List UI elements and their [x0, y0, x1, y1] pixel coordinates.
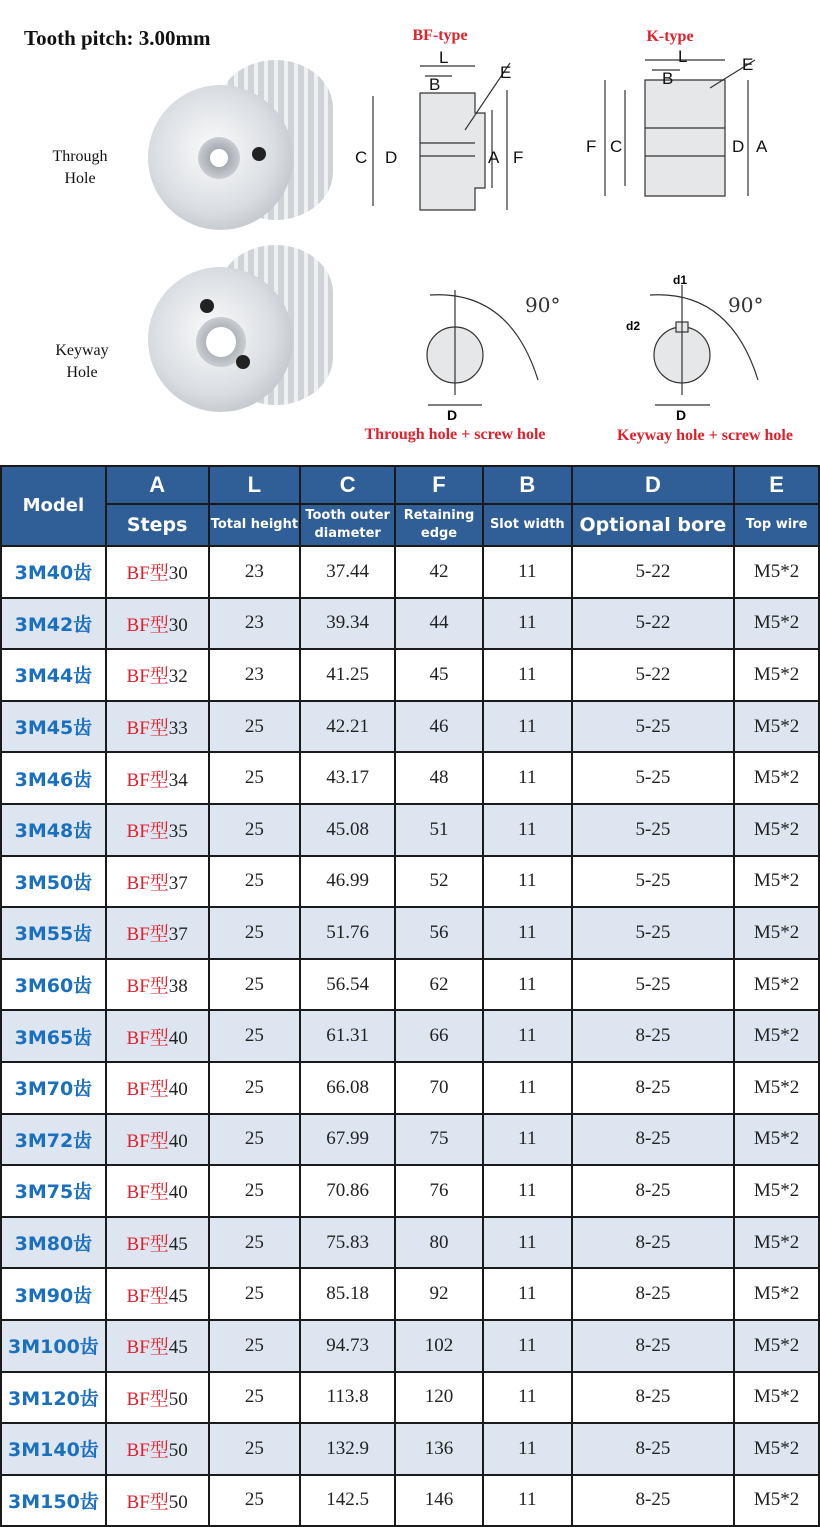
table-row	[1, 804, 819, 856]
model-cell: 3M44齿	[1, 649, 106, 701]
slot-width-cell: 11	[483, 701, 572, 753]
table-row	[1, 1475, 819, 1527]
top-wire-cell: M5*2	[734, 1320, 819, 1372]
steps-cell	[106, 1114, 209, 1166]
slot-width-cell: 11	[483, 1372, 572, 1424]
optional-bore-cell: 8-25	[572, 1114, 735, 1166]
slot-width-cell: 11	[483, 1010, 572, 1062]
retaining-edge-cell: 52	[395, 856, 483, 908]
table-row	[1, 1217, 819, 1269]
steps-cell	[106, 546, 209, 598]
tooth-outer-diameter-cell: 66.08	[300, 1062, 395, 1114]
steps-value: 38	[168, 976, 188, 998]
slot-width-cell: 11	[483, 1114, 572, 1166]
total-height-cell: 25	[209, 1423, 301, 1475]
through-hole-caption: Through hole + screw hole	[364, 426, 546, 443]
steps-cell	[106, 1320, 209, 1372]
steps-cell	[106, 907, 209, 959]
slot-width-cell: 11	[483, 959, 572, 1011]
model-cell: 3M120齿	[1, 1372, 106, 1424]
slot-width-cell: 11	[483, 1423, 572, 1475]
steps-value: 34	[168, 769, 188, 791]
dim-d1: d1	[673, 273, 688, 287]
total-height-cell: 25	[209, 1320, 301, 1372]
table-row	[1, 1423, 819, 1475]
optional-bore-cell: 5-25	[572, 907, 735, 959]
tooth-outer-diameter-cell: 37.44	[300, 546, 395, 598]
dim-E: E	[742, 55, 754, 74]
table-row	[1, 1062, 819, 1114]
header-letter-A: A	[106, 466, 209, 504]
steps-cell	[106, 598, 209, 650]
tooth-outer-diameter-cell: 56.54	[300, 959, 395, 1011]
bf-type-title: BF-type	[412, 27, 468, 44]
type-prefix: BF型	[126, 1182, 169, 1204]
steps-cell	[106, 1062, 209, 1114]
header-optional-bore: Optional bore	[572, 504, 735, 546]
total-height-cell: 25	[209, 701, 301, 753]
tooth-outer-diameter-cell: 42.21	[300, 701, 395, 753]
slot-width-cell: 11	[483, 1217, 572, 1269]
total-height-cell: 25	[209, 959, 301, 1011]
total-height-cell: 25	[209, 1165, 301, 1217]
header-letter-D: D	[572, 466, 735, 504]
total-height-cell: 25	[209, 856, 301, 908]
total-height-cell: 25	[209, 804, 301, 856]
total-height-cell: 25	[209, 1475, 301, 1527]
total-height-cell: 25	[209, 1010, 301, 1062]
total-height-cell: 25	[209, 1114, 301, 1166]
steps-value: 45	[168, 1337, 188, 1359]
steps-value: 30	[168, 614, 188, 636]
type-prefix: BF型	[126, 1337, 169, 1359]
header-letter-F: F	[395, 466, 483, 504]
steps-value: 40	[168, 1130, 188, 1152]
retaining-edge-cell: 136	[395, 1423, 483, 1475]
header-steps: Steps	[106, 504, 209, 546]
tooth-outer-diameter-cell: 46.99	[300, 856, 395, 908]
type-prefix: BF型	[126, 1027, 169, 1049]
steps-cell	[106, 649, 209, 701]
optional-bore-cell: 8-25	[572, 1010, 735, 1062]
dim-D: D	[447, 407, 458, 423]
retaining-edge-cell: 120	[395, 1372, 483, 1424]
type-prefix: BF型	[126, 1491, 169, 1513]
model-cell: 3M150齿	[1, 1475, 106, 1527]
top-wire-cell: M5*2	[734, 752, 819, 804]
retaining-edge-cell: 92	[395, 1268, 483, 1320]
tooth-outer-diameter-cell: 85.18	[300, 1268, 395, 1320]
table-row	[1, 1165, 819, 1217]
tooth-outer-diameter-cell: 45.08	[300, 804, 395, 856]
slot-width-cell: 11	[483, 649, 572, 701]
retaining-edge-cell: 46	[395, 701, 483, 753]
retaining-edge-cell: 76	[395, 1165, 483, 1217]
dim-A: A	[488, 148, 500, 167]
steps-value: 40	[168, 1079, 188, 1101]
steps-value: 40	[168, 1027, 188, 1049]
table-row	[1, 959, 819, 1011]
type-prefix: BF型	[126, 614, 169, 636]
header-total-height: Total height	[209, 504, 301, 546]
table-row	[1, 1268, 819, 1320]
dim-D: D	[385, 148, 398, 167]
steps-cell	[106, 1165, 209, 1217]
type-prefix: BF型	[126, 1130, 169, 1152]
k-type-title: K-type	[646, 28, 694, 45]
optional-bore-cell: 8-25	[572, 1062, 735, 1114]
model-cell: 3M55齿	[1, 907, 106, 959]
optional-bore-cell: 8-25	[572, 1165, 735, 1217]
model-cell: 3M40齿	[1, 546, 106, 598]
table-row	[1, 752, 819, 804]
steps-cell	[106, 804, 209, 856]
steps-cell	[106, 1268, 209, 1320]
tooth-outer-diameter-cell: 41.25	[300, 649, 395, 701]
optional-bore-cell: 8-25	[572, 1217, 735, 1269]
tooth-outer-diameter-cell: 113.8	[300, 1372, 395, 1424]
steps-value: 32	[168, 666, 188, 688]
tooth-outer-diameter-cell: 61.31	[300, 1010, 395, 1062]
dim-A: A	[756, 137, 768, 156]
retaining-edge-cell: 56	[395, 907, 483, 959]
steps-value: 37	[168, 924, 188, 946]
tooth-outer-diameter-cell: 132.9	[300, 1423, 395, 1475]
slot-width-cell: 11	[483, 804, 572, 856]
retaining-edge-cell: 42	[395, 546, 483, 598]
steps-cell	[106, 1217, 209, 1269]
top-wire-cell: M5*2	[734, 1114, 819, 1166]
total-height-cell: 25	[209, 1268, 301, 1320]
retaining-edge-cell: 44	[395, 598, 483, 650]
model-cell: 3M48齿	[1, 804, 106, 856]
steps-cell	[106, 752, 209, 804]
optional-bore-cell: 8-25	[572, 1372, 735, 1424]
steps-value: 50	[168, 1440, 188, 1462]
top-wire-cell: M5*2	[734, 598, 819, 650]
model-cell: 3M50齿	[1, 856, 106, 908]
dim-B: B	[662, 69, 674, 88]
type-prefix: BF型	[126, 976, 169, 998]
type-prefix: BF型	[126, 1440, 169, 1462]
retaining-edge-cell: 48	[395, 752, 483, 804]
header-slot-width: Slot width	[483, 504, 572, 546]
optional-bore-cell: 8-25	[572, 1475, 735, 1527]
retaining-edge-cell: 80	[395, 1217, 483, 1269]
header-model: Model	[1, 466, 106, 546]
model-cell: 3M72齿	[1, 1114, 106, 1166]
optional-bore-cell: 5-25	[572, 959, 735, 1011]
keyway-hole-pulley-image	[148, 245, 338, 420]
retaining-edge-cell: 146	[395, 1475, 483, 1527]
slot-width-cell: 11	[483, 1165, 572, 1217]
type-prefix: BF型	[126, 1388, 169, 1410]
total-height-cell: 25	[209, 907, 301, 959]
tooth-outer-diameter-cell: 94.73	[300, 1320, 395, 1372]
table-row	[1, 598, 819, 650]
slot-width-cell: 11	[483, 1062, 572, 1114]
dim-L: L	[439, 48, 449, 67]
top-wire-cell: M5*2	[734, 1217, 819, 1269]
model-cell: 3M45齿	[1, 701, 106, 753]
total-height-cell: 25	[209, 1217, 301, 1269]
dim-D: D	[732, 137, 745, 156]
steps-cell	[106, 701, 209, 753]
dim-L: L	[678, 48, 688, 66]
steps-cell	[106, 959, 209, 1011]
table-row	[1, 907, 819, 959]
dim-C: C	[610, 137, 623, 156]
angle-label: 90°	[728, 293, 764, 317]
steps-cell	[106, 856, 209, 908]
dim-D: D	[676, 407, 687, 423]
table-row	[1, 1320, 819, 1372]
optional-bore-cell: 5-22	[572, 649, 735, 701]
keyway-hole-label: Keyway Hole	[55, 342, 109, 381]
retaining-edge-cell: 75	[395, 1114, 483, 1166]
slot-width-cell: 11	[483, 546, 572, 598]
type-prefix: BF型	[126, 718, 169, 740]
header-tooth-outer-diameter: Tooth outer diameter	[300, 504, 395, 546]
top-wire-cell: M5*2	[734, 1372, 819, 1424]
total-height-cell: 23	[209, 649, 301, 701]
tooth-pitch-label: Tooth pitch: 3.00mm	[24, 26, 211, 50]
steps-value: 50	[168, 1388, 188, 1410]
steps-value: 33	[168, 718, 188, 740]
steps-cell	[106, 1010, 209, 1062]
slot-width-cell: 11	[483, 907, 572, 959]
through-hole-pulley-image	[148, 55, 338, 235]
table-row	[1, 1010, 819, 1062]
steps-value: 35	[168, 821, 188, 843]
model-cell: 3M75齿	[1, 1165, 106, 1217]
header-top-wire: Top wire	[734, 504, 819, 546]
angle-label: 90°	[525, 293, 561, 317]
type-prefix: BF型	[126, 769, 169, 791]
tooth-outer-diameter-cell: 43.17	[300, 752, 395, 804]
optional-bore-cell: 5-25	[572, 752, 735, 804]
total-height-cell: 23	[209, 598, 301, 650]
spec-table	[0, 465, 820, 1527]
slot-width-cell: 11	[483, 1475, 572, 1527]
top-wire-cell: M5*2	[734, 856, 819, 908]
header-retaining-edge: Retaining edge	[395, 504, 483, 546]
steps-cell	[106, 1423, 209, 1475]
tooth-outer-diameter-cell: 142.5	[300, 1475, 395, 1527]
top-wire-cell: M5*2	[734, 1165, 819, 1217]
keyway-hole-bore-diagram	[620, 270, 800, 425]
type-prefix: BF型	[126, 563, 169, 585]
optional-bore-cell: 5-25	[572, 701, 735, 753]
type-prefix: BF型	[126, 1234, 169, 1256]
optional-bore-cell: 8-25	[572, 1268, 735, 1320]
retaining-edge-cell: 70	[395, 1062, 483, 1114]
keyway-hole-caption: Keyway hole + screw hole	[617, 427, 793, 444]
retaining-edge-cell: 51	[395, 804, 483, 856]
header-letter-C: C	[300, 466, 395, 504]
model-cell: 3M42齿	[1, 598, 106, 650]
top-wire-cell: M5*2	[734, 546, 819, 598]
model-cell: 3M140齿	[1, 1423, 106, 1475]
model-cell: 3M60齿	[1, 959, 106, 1011]
optional-bore-cell: 5-22	[572, 598, 735, 650]
dim-C: C	[355, 148, 368, 167]
top-wire-cell: M5*2	[734, 804, 819, 856]
top-wire-cell: M5*2	[734, 1423, 819, 1475]
total-height-cell: 25	[209, 1372, 301, 1424]
steps-cell	[106, 1475, 209, 1527]
through-hole-bore-diagram	[400, 270, 580, 425]
retaining-edge-cell: 45	[395, 649, 483, 701]
slot-width-cell: 11	[483, 856, 572, 908]
model-cell: 3M65齿	[1, 1010, 106, 1062]
retaining-edge-cell: 62	[395, 959, 483, 1011]
slot-width-cell: 11	[483, 752, 572, 804]
table-row	[1, 856, 819, 908]
model-cell: 3M100齿	[1, 1320, 106, 1372]
retaining-edge-cell: 66	[395, 1010, 483, 1062]
total-height-cell: 25	[209, 1062, 301, 1114]
through-hole-label: Through Hole	[52, 148, 108, 187]
bf-type-diagram	[345, 48, 545, 228]
top-wire-cell: M5*2	[734, 701, 819, 753]
model-cell: 3M70齿	[1, 1062, 106, 1114]
steps-cell	[106, 1372, 209, 1424]
steps-value: 37	[168, 872, 188, 894]
header-letter-B: B	[483, 466, 572, 504]
total-height-cell: 23	[209, 546, 301, 598]
optional-bore-cell: 5-25	[572, 856, 735, 908]
type-prefix: BF型	[126, 1079, 169, 1101]
top-wire-cell: M5*2	[734, 1062, 819, 1114]
steps-value: 45	[168, 1285, 188, 1307]
dim-B: B	[429, 75, 441, 94]
top-wire-cell: M5*2	[734, 1475, 819, 1527]
slot-width-cell: 11	[483, 1320, 572, 1372]
tooth-outer-diameter-cell: 75.83	[300, 1217, 395, 1269]
tooth-outer-diameter-cell: 67.99	[300, 1114, 395, 1166]
table-row	[1, 546, 819, 598]
model-cell: 3M46齿	[1, 752, 106, 804]
top-wire-cell: M5*2	[734, 959, 819, 1011]
tooth-outer-diameter-cell: 70.86	[300, 1165, 395, 1217]
tooth-outer-diameter-cell: 39.34	[300, 598, 395, 650]
table-row	[1, 649, 819, 701]
header-letter-E: E	[734, 466, 819, 504]
type-prefix: BF型	[126, 821, 169, 843]
model-cell: 3M80齿	[1, 1217, 106, 1269]
top-wire-cell: M5*2	[734, 907, 819, 959]
optional-bore-cell: 8-25	[572, 1320, 735, 1372]
tooth-outer-diameter-cell: 51.76	[300, 907, 395, 959]
model-cell: 3M90齿	[1, 1268, 106, 1320]
header-letter-L: L	[209, 466, 301, 504]
steps-value: 50	[168, 1491, 188, 1513]
optional-bore-cell: 5-22	[572, 546, 735, 598]
type-prefix: BF型	[126, 872, 169, 894]
steps-value: 40	[168, 1182, 188, 1204]
dim-F: F	[586, 137, 597, 156]
optional-bore-cell: 8-25	[572, 1423, 735, 1475]
type-prefix: BF型	[126, 924, 169, 946]
k-type-diagram	[580, 48, 820, 208]
steps-value: 45	[168, 1234, 188, 1256]
retaining-edge-cell: 102	[395, 1320, 483, 1372]
type-prefix: BF型	[126, 666, 169, 688]
table-row	[1, 701, 819, 753]
top-wire-cell: M5*2	[734, 1268, 819, 1320]
dim-d2: d2	[626, 319, 641, 333]
steps-value: 30	[168, 563, 188, 585]
optional-bore-cell: 5-25	[572, 804, 735, 856]
total-height-cell: 25	[209, 752, 301, 804]
top-wire-cell: M5*2	[734, 649, 819, 701]
table-row	[1, 1114, 819, 1166]
dim-F: F	[513, 148, 524, 167]
table-row	[1, 1372, 819, 1424]
type-prefix: BF型	[126, 1285, 169, 1307]
dim-E: E	[500, 63, 512, 82]
slot-width-cell: 11	[483, 1268, 572, 1320]
slot-width-cell: 11	[483, 598, 572, 650]
top-wire-cell: M5*2	[734, 1010, 819, 1062]
